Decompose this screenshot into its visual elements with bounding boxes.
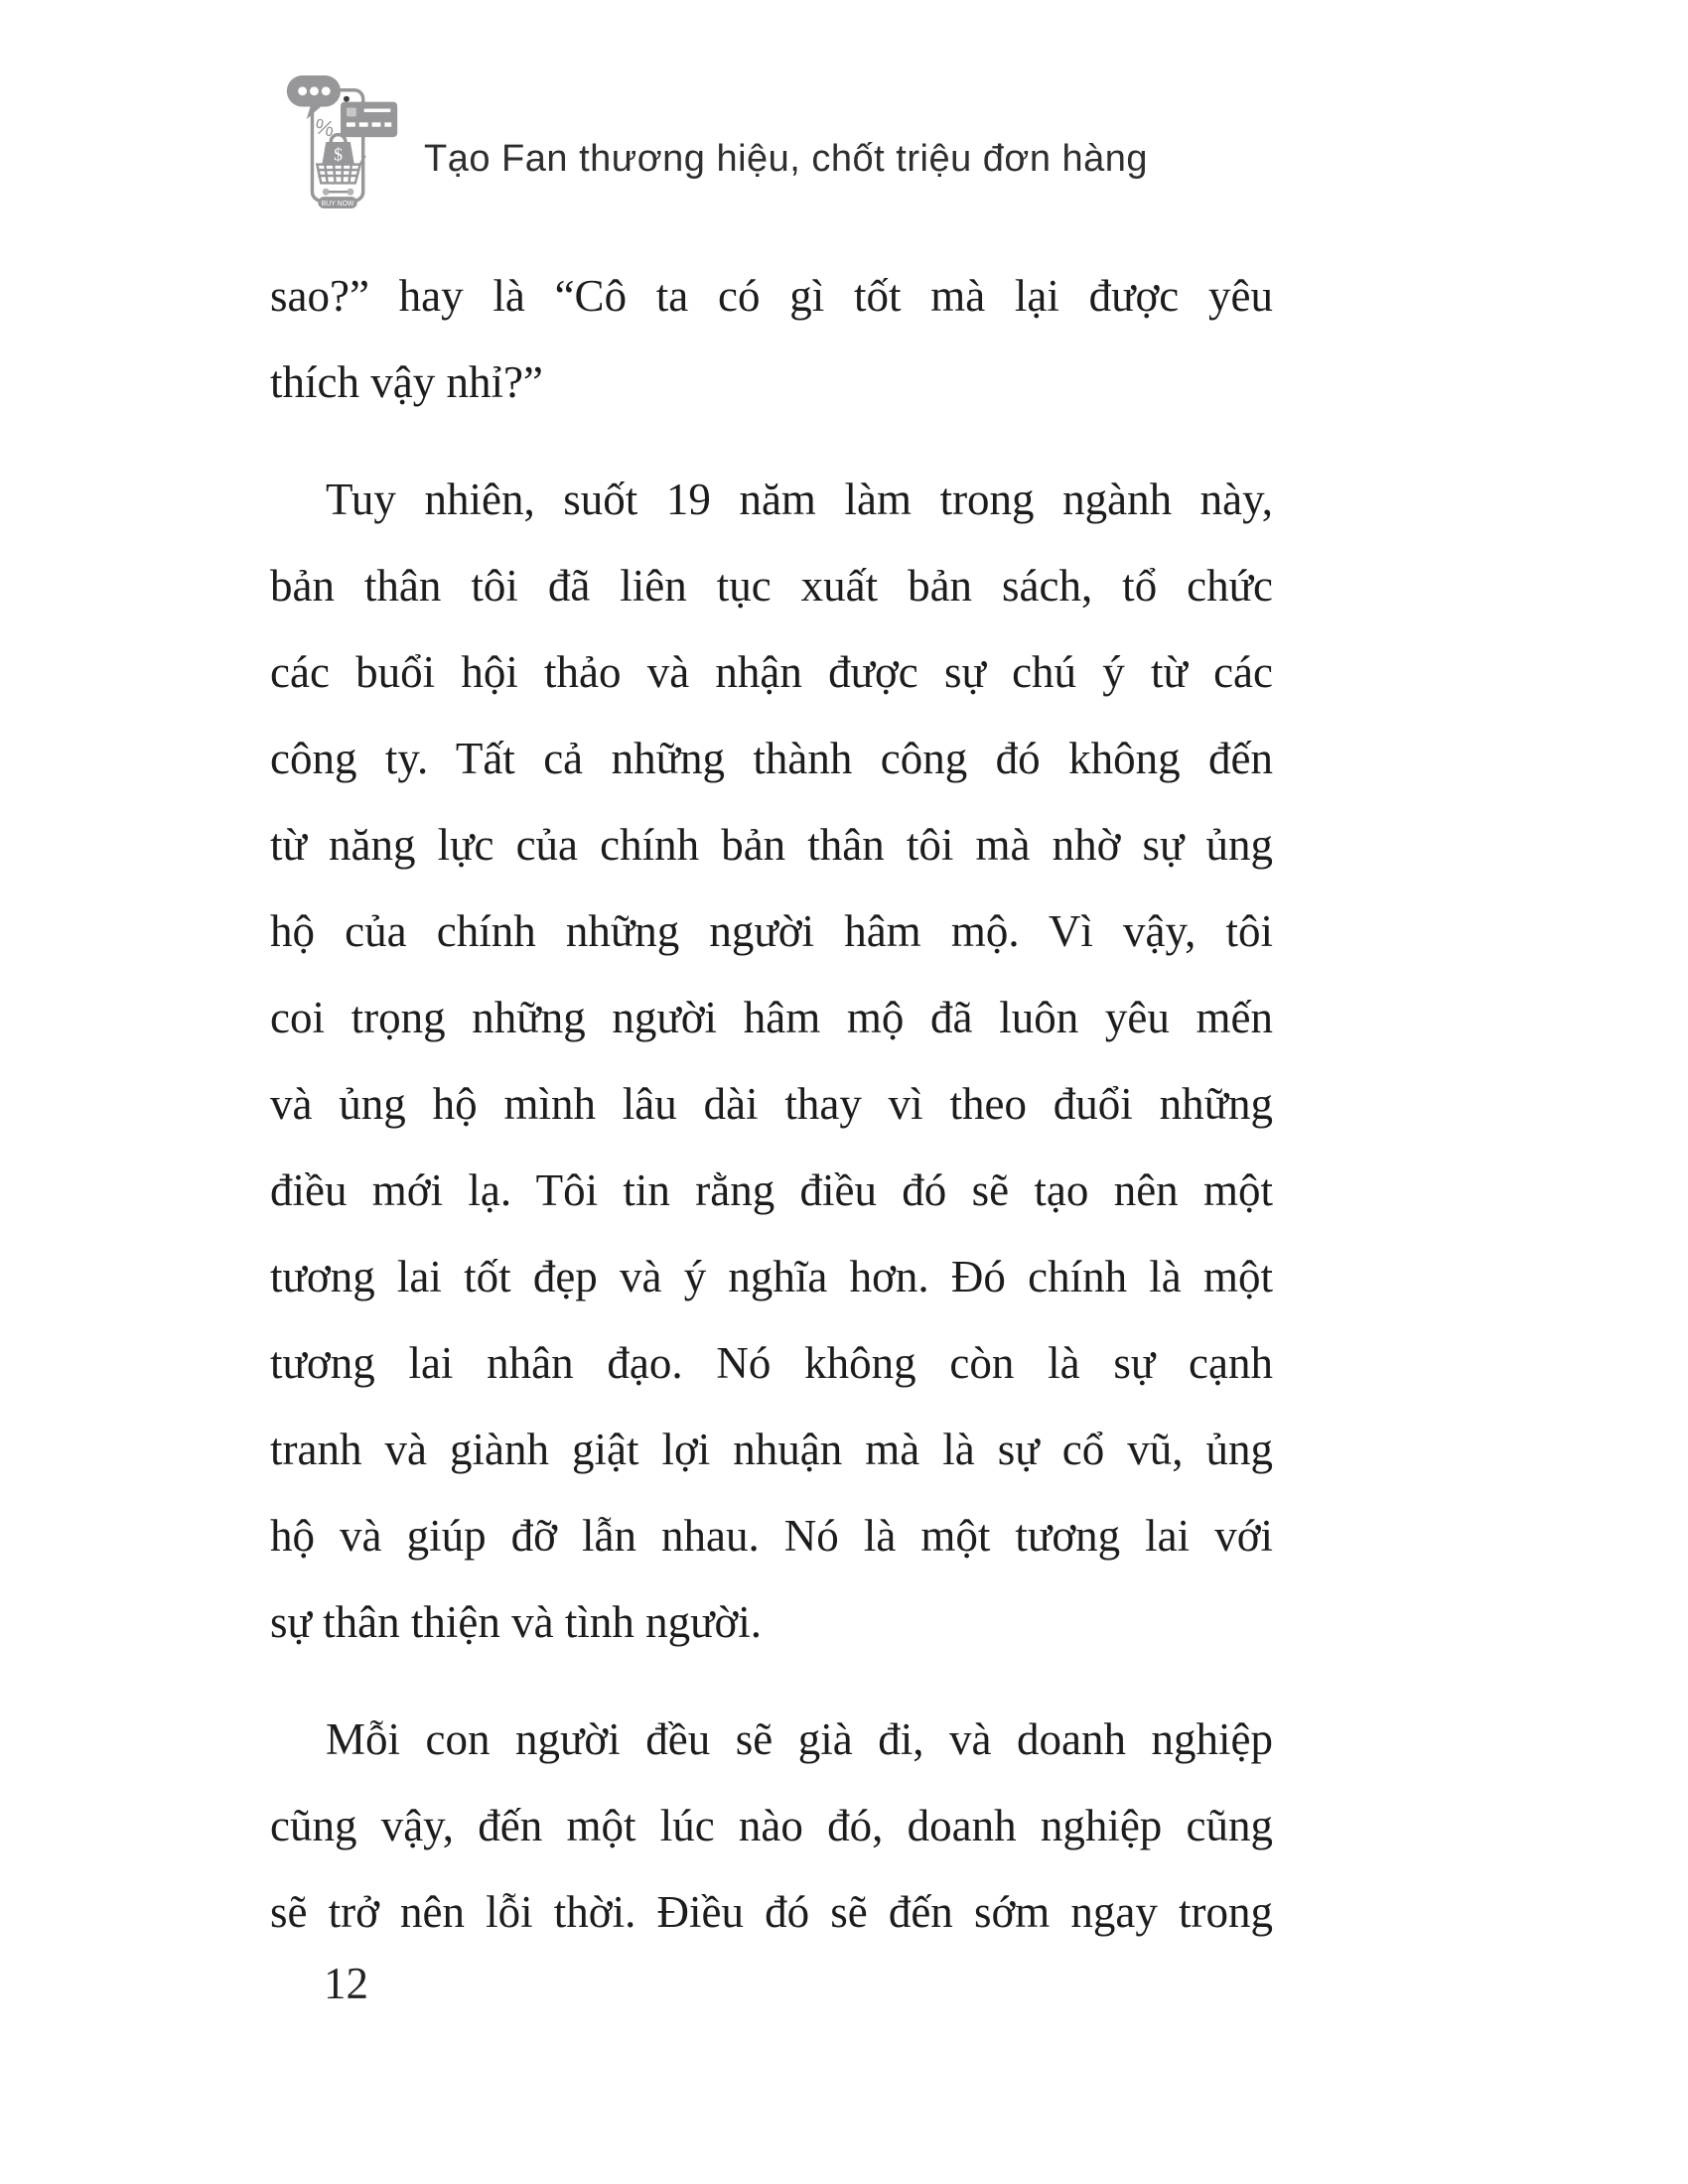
percent-icon: %: [312, 113, 337, 142]
text-line: Mỗi con người đều sẽ già đi, và doanh nghiệp: [326, 1714, 1273, 1764]
text-line: tranh và giành giật lợi nhuận mà là sự cổ vũ, ủng: [270, 1425, 1273, 1474]
text-line: điều mới lạ. Tôi tin rằng điều đó sẽ tạo nên một: [270, 1165, 1273, 1215]
text-line: từ năng lực của chính bản thân tôi mà nhờ sự ủng: [270, 820, 1273, 870]
text-line: hộ của chính những người hâm mộ. Vì vậy, tôi: [270, 906, 1273, 956]
mobile-shopping-icon: [281, 75, 402, 208]
text-line: tương lai tốt đẹp và ý nghĩa hơn. Đó chính là một: [270, 1252, 1273, 1301]
text-line: sẽ trở nên lỗi thời. Điều đó sẽ đến sớm ngay trong: [270, 1887, 1273, 1937]
credit-card-icon: [341, 102, 397, 137]
page-number: 12: [324, 1959, 368, 2008]
text-line: Tuy nhiên, suốt 19 năm làm trong ngành này,: [326, 475, 1273, 524]
camera-dot-icon: [344, 96, 350, 102]
paragraph: [270, 1697, 1273, 1956]
text-line: bản thân tôi đã liên tục xuất bản sách, tổ chức: [270, 561, 1273, 611]
text-line: các buổi hội thảo và nhận được sự chú ý từ các: [270, 647, 1273, 697]
buy-now-button: [318, 197, 356, 208]
text-line: tương lai nhân đạo. Nó không còn là sự cạnh: [270, 1338, 1273, 1388]
text-line: thích vậy nhỉ?”: [270, 357, 543, 407]
text-line: công ty. Tất cả những thành công đó không đến: [270, 734, 1273, 783]
paragraph: [270, 457, 1273, 1666]
text-block: [270, 253, 1273, 1956]
running-header-title: Tạo Fan thương hiệu, chốt triệu đơn hàng: [424, 138, 1149, 180]
text-line: sự thân thiện và tình người.: [270, 1597, 763, 1647]
page-header: [281, 84, 1148, 208]
text-line: cũng vậy, đến một lúc nào đó, doanh nghiệp cũng: [270, 1801, 1273, 1850]
text-line: và ủng hộ mình lâu dài thay vì theo đuổi những: [270, 1079, 1273, 1129]
text-line: hộ và giúp đỡ lẫn nhau. Nó là một tương lai với: [270, 1511, 1273, 1561]
text-line: sao?” hay là “Cô ta có gì tốt mà lại được yêu: [270, 271, 1273, 321]
paragraph: [270, 253, 1273, 426]
dollar-icon: $: [334, 144, 343, 165]
svg-text:BUY NOW: BUY NOW: [321, 201, 354, 208]
text-line: coi trọng những người hâm mộ đã luôn yêu mến: [270, 993, 1273, 1042]
